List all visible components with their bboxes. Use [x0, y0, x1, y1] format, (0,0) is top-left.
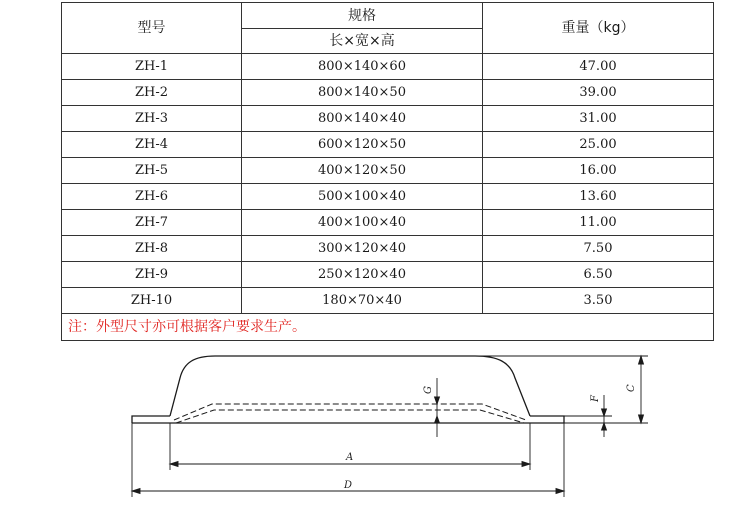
cell-weight: 11.00 [483, 210, 714, 236]
cell-weight: 39.00 [483, 80, 714, 106]
cell-model: ZH-4 [62, 132, 242, 158]
table-row [62, 262, 714, 288]
product-profile-drawing [0, 340, 752, 513]
cell-weight: 25.00 [483, 132, 714, 158]
spec-table [61, 2, 714, 341]
header-weight: 重量（kg） [483, 3, 714, 54]
label-g: G [423, 386, 434, 394]
label-a: A [346, 452, 354, 463]
cell-spec: 800×140×40 [242, 106, 483, 132]
label-f: F [590, 395, 601, 402]
table-row [62, 184, 714, 210]
label-c: C [626, 384, 637, 392]
table-row [62, 158, 714, 184]
table-row [62, 80, 714, 106]
note-row [62, 314, 714, 341]
table-row [62, 288, 714, 314]
table-row [62, 106, 714, 132]
cell-spec: 300×120×40 [242, 236, 483, 262]
table-row [62, 236, 714, 262]
cell-spec: 180×70×40 [242, 288, 483, 314]
header-model: 型号 [62, 3, 242, 54]
cell-model: ZH-3 [62, 106, 242, 132]
cell-weight: 31.00 [483, 106, 714, 132]
cell-spec: 400×100×40 [242, 210, 483, 236]
header-row [62, 3, 714, 29]
cell-model: ZH-5 [62, 158, 242, 184]
cell-weight: 16.00 [483, 158, 714, 184]
label-d: D [344, 480, 353, 491]
cell-model: ZH-2 [62, 80, 242, 106]
cell-weight: 7.50 [483, 236, 714, 262]
table-note: 注：外型尺寸亦可根据客户要求生产。 [62, 314, 714, 341]
cell-weight: 13.60 [483, 184, 714, 210]
cell-spec: 800×140×60 [242, 54, 483, 80]
table-row [62, 54, 714, 80]
cell-spec: 400×120×50 [242, 158, 483, 184]
inner-hidden-line-upper [174, 404, 526, 420]
header-spec: 规格 [242, 3, 483, 29]
cell-model: ZH-8 [62, 236, 242, 262]
cell-spec: 250×120×40 [242, 262, 483, 288]
cell-model: ZH-1 [62, 54, 242, 80]
base-flange-outline [132, 416, 564, 423]
cell-spec: 800×140×50 [242, 80, 483, 106]
cell-model: ZH-9 [62, 262, 242, 288]
header-spec-sub: 长×宽×高 [242, 29, 483, 54]
cell-weight: 6.50 [483, 262, 714, 288]
cell-weight: 47.00 [483, 54, 714, 80]
hump-outline [170, 356, 530, 416]
cell-spec: 500×100×40 [242, 184, 483, 210]
cell-model: ZH-7 [62, 210, 242, 236]
table-row [62, 132, 714, 158]
cell-model: ZH-10 [62, 288, 242, 314]
cell-spec: 600×120×50 [242, 132, 483, 158]
cell-weight: 3.50 [483, 288, 714, 314]
cell-model: ZH-6 [62, 184, 242, 210]
inner-hidden-line-lower [176, 410, 524, 423]
table-row [62, 210, 714, 236]
